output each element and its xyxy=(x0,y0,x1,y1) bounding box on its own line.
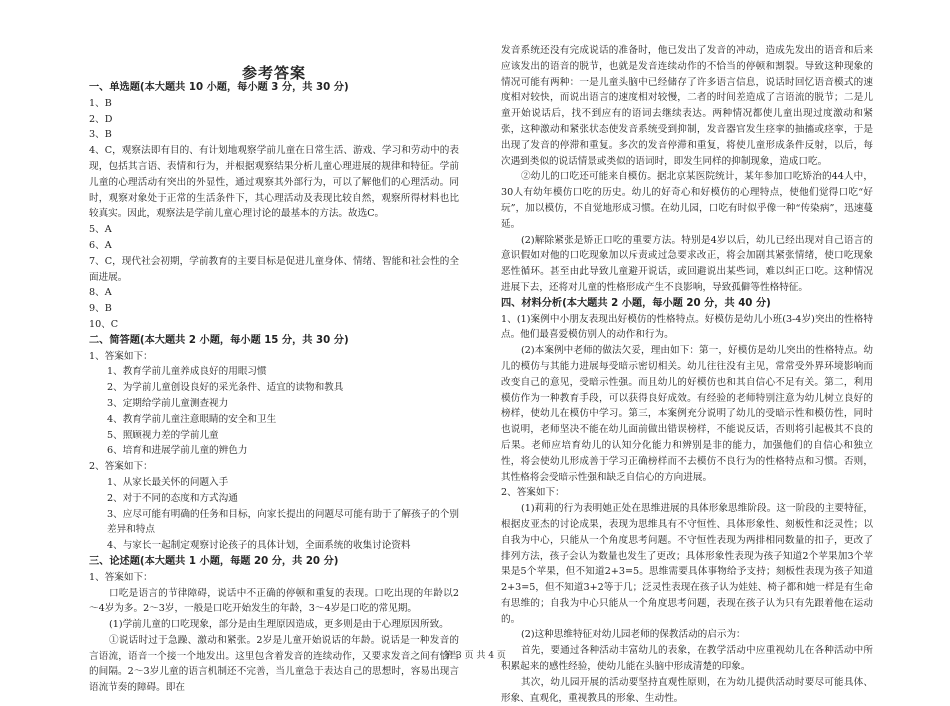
text-line: 5、A xyxy=(89,224,112,236)
paragraph: (1)莉莉的行为表明她正处在思维进展的具体形象思维阶段。这一阶段的主要特征，根据皮亚杰的讨论成果，表现为思维具有不守恒性、具体形象性、刻板性和泛灵性；以自我为中心，只能从一个角度思考问题。不守恒性表现为两排相同数量的扣子，更改了排列方法，孩子会认为数量也发生了更改；具体形象性表现为孩子知道2个苹果加3个苹果是5个苹果，但不知道2+3=5。思维需要具体事物给予支持；刻板性表现为孩子知道2+3=5，但不知道3+2等于几；泛灵性表现在孩子认为娃娃、椅子都和她一样是有生命有思维的；自我为中心只能从一个角度思考问题，表现在孩子认为只有先跟着他在运动的。 xyxy=(501,503,873,625)
section-heading: 一、单选题(本大题共 10 小题，每小题 3 分，共 30 分) xyxy=(89,82,349,93)
text-line: 4、C，观察法即有目的、有计划地观察学前儿童在日常生活、游戏、学习和劳动中的表现，包括其言语、表情和行为，并根据观察结果分析儿童心理进展的规律和特征。学前儿童的心理活动有突出的外显性，通过观察其外部行为，可以了解他们的心理活动。同时，观察对象处于正常的生活条件下，其心理活动及表现比较自然，观察所得材料也比较真实。因此，观察法是学前儿童心理讨论的最基本的方法。故选C。 xyxy=(89,145,459,220)
text-line: 2、答案如下： xyxy=(89,461,153,473)
list-item: 2、对于不同的态度和方式沟通 xyxy=(107,492,238,504)
text-line: 6、A xyxy=(89,239,112,251)
paragraph: (2)解除紧张是矫正口吃的重要方法。特别是4岁以后，幼儿已经出现对自己语言的意识假如对他的口吃现象加以斥责或过急要求改正，将会加剧其紧张情绪，使口吃现象恶性循环。甚至由此导致儿童避开说话，或回避说出某些词，难以纠正口吃。这种情况进展下去，还将对儿童的性格形成产生不良影响，导致孤僻等性格特征。 xyxy=(501,234,873,293)
list-item: 3、定期给学前儿童测查视力 xyxy=(107,397,229,409)
paragraph: 首先，要通过各种活动丰富幼儿的表象，在教学活动中应重视幼儿在各种活动中所积累起来的感性经验，使幼儿能在头脑中形成清楚的印象。 xyxy=(501,645,873,673)
text-line: 2、D xyxy=(89,113,113,125)
text-line: 2、答案如下： xyxy=(501,487,565,499)
list-item: 4、教育学前儿童注意眼睛的安全和卫生 xyxy=(107,413,277,425)
paragraph: 其次，幼儿园开展的活动要坚持直观性原则，在为幼儿提供活动时要尽可能具体、形象、直观化，重视教具的形象、生动性。 xyxy=(501,676,873,704)
text-line: 9、B xyxy=(89,303,112,315)
paragraph: (1)学前儿童的口吃现象，部分是由生理原因造成，更多则是由于心理原因所致。 xyxy=(109,619,449,631)
list-item: 2、为学前儿童创设良好的采光条件、适宜的读物和教具 xyxy=(107,382,344,394)
list-item: 1、从家长最关怀的问题入手 xyxy=(107,476,229,488)
paragraph: ②幼儿的口吃还可能来自模仿。据北京某医院统计，某年参加口吃矫治的44人中，30人有幼年模仿口吃的历史。幼儿的好奇心和好模仿的心理特点，使他们觉得口吃“好玩”，加以模仿，不自觉地形成习惯。在幼儿园，口吃有时似乎像一种“传染病”，迅速蔓延。 xyxy=(501,171,873,230)
right-column xyxy=(501,43,873,706)
text-line: 3、B xyxy=(89,129,112,141)
text-line: 8、A xyxy=(89,287,112,299)
list-item: 1、教育学前儿童养成良好的用眼习惯 xyxy=(107,366,267,378)
text-line: 1、答案如下： xyxy=(89,350,153,362)
text-line: 1、答案如下： xyxy=(89,571,153,583)
paragraph: (2)这种思维特征对幼儿园老师的保教活动的启示为： xyxy=(521,629,746,641)
text-line: 发音系统还没有完成说话的准备时，他已发出了发音的冲动，造成先发出的语音和后来应该发出的语音的脱节，也就是发音连续动作的不恰当的停顿和割裂。导致这种现象的情况可能有两种：一是儿童头脑中已经储存了许多语言信息，说话时回忆语音模式的速度相对较快，而说出语言的速度相对较慢，二者的时间差造成了言语流的脱节；二是儿童开始说话后，找不到应有的语词去继续表达。两种情况都使儿童出现过度激动和紧张，这种激动和紧张状态使发音系统受到抑制，发音器官发生痉挛的抽搐或痉挛，于是出现了发音的停滞和重复。多次的发音停滞和重复，将使儿童形成条件反射，以后，每次遇到类似的说话情景或类似的语词时，即发生同样的抑制现象，造成口吃。 xyxy=(501,45,873,167)
section-heading: 二、简答题(本大题共 2 小题，每小题 15 分，共 30 分) xyxy=(89,334,349,346)
list-item: 4、与家长一起制定观察讨论孩子的具体计划，全面系统的收集讨论资料 xyxy=(107,540,411,552)
paragraph: ①说话时过于急躁、激动和紧张。2岁是儿童开始说话的年龄。说话是一种发音的言语流，语音一个接一个地发出。这里包含着发音的连续动作，又要求发音之间有恰当的间隔。2～3岁儿童的语言机制还不完善，当儿童急于表达自己的思想时，容易出现言语流节奏的障碍。即在 xyxy=(89,634,459,694)
page-title: 参考答案 xyxy=(241,64,306,82)
paragraph: 口吃是语言的节律障碍，说话中不正确的停顿和重复的表现。口吃出现的年龄以2～4岁为多。2～3岁，一般是口吃开始发生的年龄，3～4岁是口吃的常见期。 xyxy=(89,587,459,615)
list-item: 5、照顾视力差的学前儿童 xyxy=(107,429,219,441)
paragraph: (2)本案例中老师的做法欠妥，理由如下：第一，好模仿是幼儿突出的性格特点。幼儿的模仿与其能力进展每受暗示密切相关。幼儿往往没有主见，常常受外界环境影响而改变自己的意见，受暗示性强。而且幼儿的好模仿也和其自信心不足有关。第二，利用模仿作为一种教育手段，可以获得良好成效。有经验的老师特别注意为幼儿树立良好的榜样，使幼儿在模仿中学习。第三，本案例充分说明了幼儿的受暗示性和模仿性，同时也说明，老师坚决不能在幼儿面前做出错误榜样，不能说反话，否则将引起极其不良的后果。老师应培育幼儿的认知分化能力和辨别是非的能力，加强他们的自信心和独立性，将会使幼儿形成善于学习正确榜样而不去模仿不良行为的性格特点和习惯。否则，其性格将会受暗示性强和缺乏自信心的方向进展。 xyxy=(501,345,873,483)
text-line: 1、(1)案例中小朋友表现出好模仿的性格特点。好模仿是幼儿小班(3-4岁)突出的性格特点。他们最喜爱模仿别人的动作和行为。 xyxy=(501,313,873,341)
left-column xyxy=(89,66,459,696)
section-heading: 四、材料分析(本大题共 2 小题，每小题 20 分，共 40 分) xyxy=(501,297,771,309)
text-line: 1、B xyxy=(89,97,112,109)
section-heading: 三、论述题(本大题共 1 小题，每题 20 分，共 20 分) xyxy=(89,555,339,567)
list-item: 3、应尽可能有明确的任务和目标，向家长提出的问题尽可能有助于了解孩子的个别差异和特点 xyxy=(107,508,459,536)
page-footer: 第 3 页 共 4 页 xyxy=(444,651,506,661)
title-spacer xyxy=(89,66,459,80)
text-line: 7、C，现代社会初期，学前教育的主要目标是促进儿童身体、情绪、智能和社会性的全面进展。 xyxy=(89,255,459,283)
list-item: 6、培育和进展学前儿童的辨色力 xyxy=(107,445,248,457)
text-line: 10、C xyxy=(89,318,119,330)
